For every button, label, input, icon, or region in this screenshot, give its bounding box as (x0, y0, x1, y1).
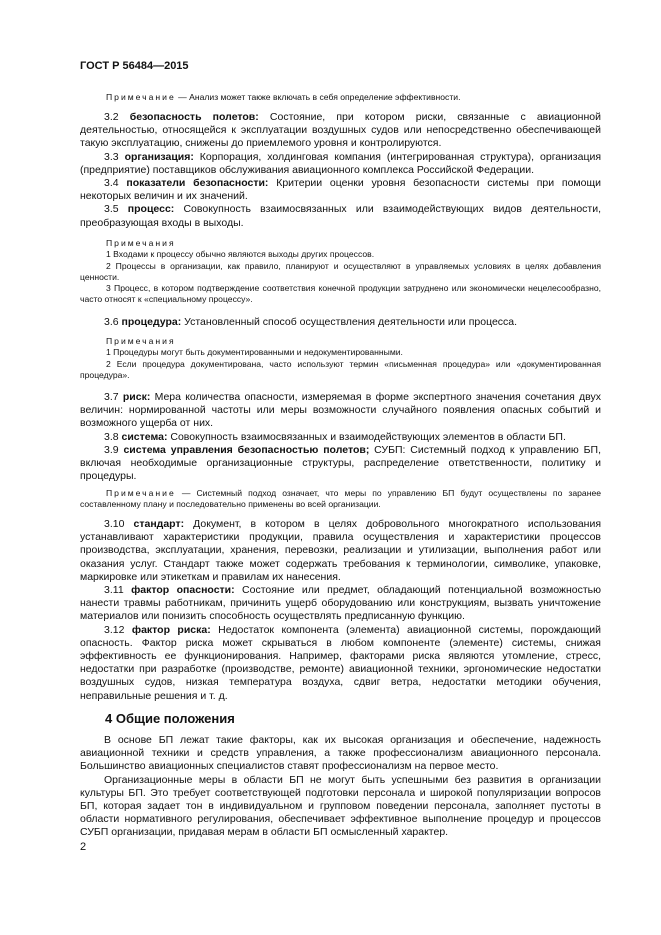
definition-3-5 (80, 203, 601, 229)
definition-number: 3.11 (104, 584, 132, 597)
definition-number: 3.12 (104, 623, 132, 636)
note-text: — Анализ может также включать в себя определение эффективности. (175, 92, 461, 102)
definition-text: Недостаток компонента (элемента) авиационной системы, порождающий опасность. Фактор риска может скрываться в любом компоненте (элементе) системы, снижая эффективность ее функционирования. Например, факторами риска являются утомление, стресс, недостатки при разработке (производстве, ремонте) авиационной техники, эргономические недостатки воздушных судов, низкая температура воздуха, сдвиг ветра, недостатки методики обучения, неправильные решения и т. д. (80, 623, 601, 702)
definition-3-2 (80, 111, 601, 151)
definition-number: 3.4 (104, 177, 127, 190)
notes-process (80, 238, 601, 306)
definition-term: процесс: (127, 203, 175, 216)
note-label: Примечание (106, 488, 176, 498)
definition-text: Совокупность взаимосвязанных и взаимодействующих элементов в области БП. (167, 430, 566, 443)
definition-number: 3.7 (104, 391, 123, 403)
definition-number: 3.5 (104, 203, 128, 216)
notes-procedure (80, 336, 601, 381)
definition-term: риск: (122, 391, 151, 403)
definitions-block-1 (80, 111, 601, 230)
definition-3-11 (80, 584, 601, 624)
definition-3-4 (80, 177, 601, 203)
definition-3-3 (80, 151, 601, 177)
definition-number: 3.6 (104, 316, 122, 328)
definition-term: организация: (124, 150, 194, 163)
definitions-block-4 (80, 518, 601, 703)
definition-3-9 (80, 444, 601, 484)
definition-term: стандарт: (133, 518, 185, 530)
definition-text: Документ, в котором в целях добровольного многократного использования устанавливают характеристики продукции, правила осуществления и характеристики процессов производства, эксплуатации, хранения, перевозки, реализации и утилизации, выполнения работ или оказания услуг. Стандарт также может содержать требования к терминологии, символике, упаковке, маркировке или этикеткам и правилам их нанесения. (80, 518, 602, 583)
definition-3-6 (80, 316, 601, 329)
definitions-block-2 (80, 316, 601, 329)
definition-text: Состояние или предмет, обладающий потенциальной возможностью нанести травмы работникам, причинить ущерб оборудованию или конструкциям, вызвать уничтожение материалов или понизить способность осуществлять предписанную функцию. (80, 584, 601, 623)
note-text: — Системный подход означает, что меры по управлению БП будут осуществлены по заранее составленному плану и последовательно применены во всей организации. (80, 488, 601, 510)
note-item: 3 Процесс, в котором подтверждение соответствия конечной продукции затруднено или экономически нецелесообразно, часто относят к «специальному процессу». (80, 283, 601, 305)
page-number: 2 (80, 841, 87, 853)
definition-3-8 (80, 431, 601, 444)
note-item: 2 Если процедура документирована, часто используют термин «письменная процедура» или «документированная процедура». (80, 358, 601, 380)
note-analysis (80, 92, 601, 103)
definition-term: показатели безопасности: (126, 177, 269, 190)
definition-3-7 (80, 391, 601, 431)
definition-number: 3.10 (104, 518, 134, 530)
definition-number: 3.8 (104, 430, 122, 443)
definition-term: фактор опасности: (131, 584, 235, 597)
definition-text: Мера количества опасности, измеряемая в форме экспертного значения сочетания двух величин: нормированной частоты или меры возможности случайного появления опасных событий и возможного ущерба от них. (80, 391, 601, 430)
note-item: 1 Входами к процессу обычно являются выходы других процессов. (106, 249, 375, 260)
definition-term: система управления безопасностью полетов; (123, 443, 370, 456)
section-heading: 4 Общие положения (105, 711, 235, 726)
note-item: 2 Процессы в организации, как правило, планируют и осуществляют в управляемых условиях в целях добавления ценности. (80, 260, 601, 282)
note-system-approach (80, 488, 601, 511)
note-item: 1 Процедуры могут быть документированными и недокументированными. (106, 347, 403, 358)
section-paragraph: В основе БП лежат такие факторы, как их высокая организация и обеспечение, надежность авиационной техники и средств управления, а также профессионализм авиационного персонала. Большинство авиационных специалистов ставят профессионализм на первое место. (80, 734, 601, 773)
definition-term: безопасность полетов: (129, 111, 259, 123)
definitions-block-3 (80, 391, 601, 483)
definition-text: Состояние, при котором риски, связанные с авиационной деятельностью, относящейся к эксплуатации воздушных судов или непосредственно обеспечивающей такую эксплуатацию, снижены до приемлемого уровня и контролируются. (80, 111, 601, 150)
definition-number: 3.2 (104, 111, 130, 123)
definition-term: фактор риска: (131, 623, 211, 636)
definition-text: Критерии оценки уровня безопасности системы при помощи некоторых величин и их значений. (80, 177, 601, 203)
section-paragraph: Организационные меры в области БП не могут быть успешными без развития в организации культуры БП. Это требует соответствующей подготовки персонала и широкой популяризации вопросов БП, которая задает тон в индивидуальном и групповом поведении персонала, заполняет пустоты в области нормативного регулирования, обеспечивает эффективное выполнение процедур и процессов СУБП организации, придавая мерам в области БП осмысленный характер. (80, 773, 601, 839)
definition-term: процедура: (121, 316, 182, 328)
section-4-body (80, 734, 601, 840)
notes-label: Примечания (106, 336, 176, 346)
definition-text: СУБП: Системный подход к управлению БП, включая необходимые организационные структуры, распределение ответственности, политику и процедуры. (80, 443, 602, 483)
definition-text: Установленный способ осуществления деятельности или процесса. (181, 316, 518, 328)
note-label: Примечание (106, 92, 176, 102)
definition-3-12 (80, 624, 601, 703)
definition-number: 3.3 (104, 150, 125, 163)
notes-label: Примечания (106, 238, 176, 248)
definition-text: Совокупность взаимосвязанных или взаимодействующих видов деятельности, преобразующая входы в выходы. (80, 203, 602, 229)
definition-term: система: (121, 430, 168, 443)
definition-text: Корпорация, холдинговая компания (интегрированная структура), организация (предприятие) поставщиков обслуживания авиационного комплекса Российской Федерации. (80, 150, 602, 176)
standard-header: ГОСТ Р 56484—2015 (80, 60, 189, 72)
definition-3-10 (80, 518, 601, 584)
definition-number: 3.9 (104, 443, 124, 456)
